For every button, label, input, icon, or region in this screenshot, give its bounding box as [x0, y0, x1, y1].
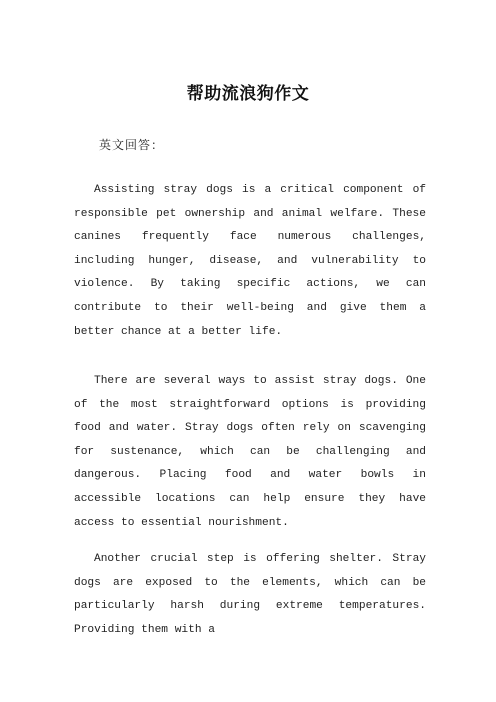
paragraph-2: There are several ways to assist stray dogs. One of the most straightforward options is providing food and water. Stray dogs often rely on scavenging for sustenance, which can be challenging and dangerous. Placing food and water bowls in accessible locations can help ensure they have access to essential nourishment.	[74, 375, 426, 529]
section-heading: 英文回答：	[99, 138, 165, 152]
paragraph-3: Another crucial step is offering shelter. Stray dogs are exposed to the elements, which can be particularly harsh during extreme temperatures. Providing them with a	[74, 553, 426, 636]
paragraph-1: Assisting stray dogs is a critical component of responsible pet ownership and animal welfare. These canines frequently face numerous challenges, including hunger, disease, and vulnerability to violence. By taking specific actions, we can contribute to their well-being and give them a better chance at a better life.	[74, 184, 426, 338]
document-title: 帮助流浪狗作文	[186, 84, 310, 104]
